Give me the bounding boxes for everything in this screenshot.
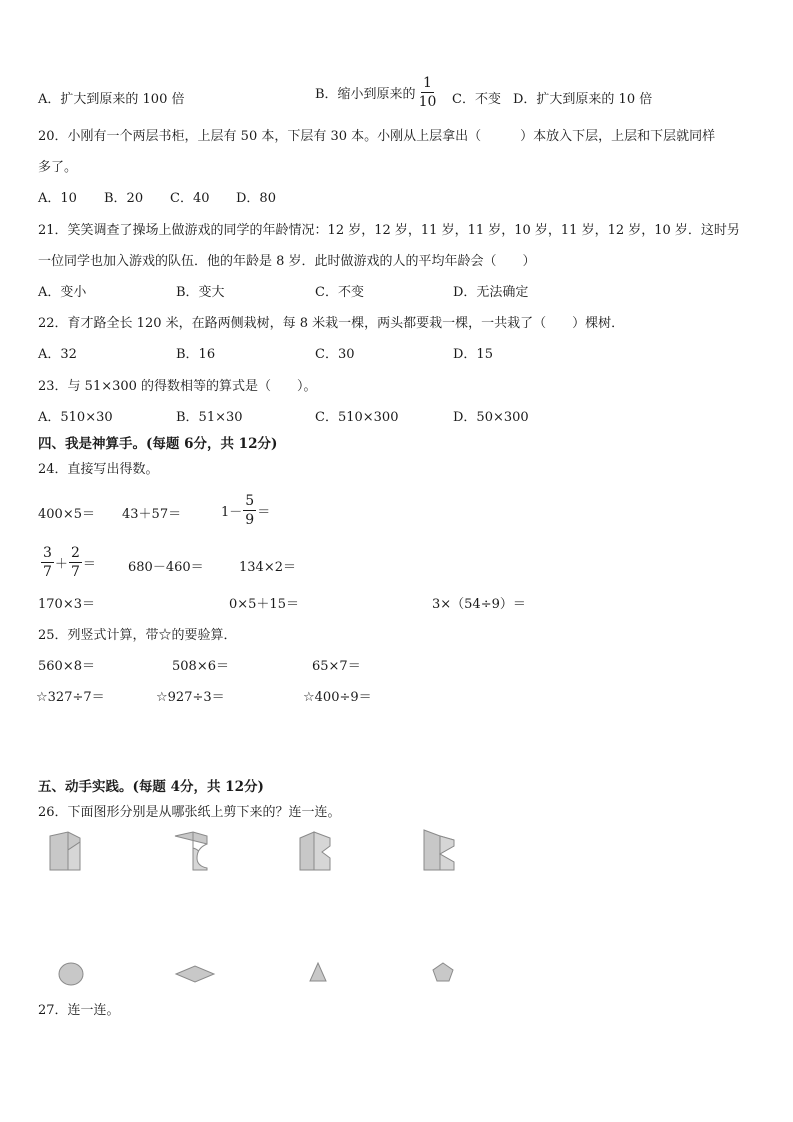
q19-option-b — [315, 76, 439, 109]
fraction-denominator: 7 — [70, 564, 80, 580]
q25-expr-4 — [36, 686, 105, 705]
q26-title: 26．下面图形分别是从哪张纸上剪下来的？连一连。 — [38, 805, 341, 820]
q21-text-line1: 21．笑笑调查了操场上做游戏的同学的年龄情况：12 岁，12 岁，11 岁，11 岁，10 岁，11 岁，12 岁，10 岁．这时另 — [38, 223, 740, 238]
q24-expr-4-fraction-1 — [41, 546, 54, 579]
q20-option-a: A．10 — [38, 191, 77, 206]
q19-option-d: D．扩大到原来的 10 倍 — [513, 92, 653, 107]
q25-expr-4-text: 327÷7＝ — [47, 690, 105, 705]
folded-paper-2-icon — [171, 828, 215, 874]
q20-option-c: C．40 — [170, 191, 210, 206]
q21-option-d: D．无法确定 — [453, 285, 529, 300]
q24-expr-5: 680－460＝ — [128, 560, 204, 575]
fraction-numerator: 2 — [70, 545, 80, 561]
q24-expr-3-fraction — [243, 494, 256, 527]
q25-expr-1: 560×8＝ — [38, 659, 95, 674]
folded-paper-1-icon — [46, 828, 86, 874]
q24-expr-8: 0×5＋15＝ — [229, 597, 299, 612]
q24-expr-3-equals: ＝ — [257, 505, 271, 520]
q24-expr-4-plus: ＋ — [54, 557, 68, 572]
q24-expr-6: 134×2＝ — [239, 560, 296, 575]
folded-paper-3-icon — [296, 828, 336, 874]
q27-title: 27．连一连。 — [38, 1003, 120, 1018]
fraction-denominator: 9 — [245, 512, 255, 528]
q22-text: 22．育才路全长 120 米，在路两侧栽树，每 8 米栽一棵，两头都要栽一棵，一共栽了（ ）棵树． — [38, 316, 625, 331]
q24-expr-9: 3×（54÷9）＝ — [432, 597, 526, 612]
q25-title: 25．列竖式计算，带☆的要验算． — [38, 628, 237, 643]
q24-expr-3 — [221, 494, 270, 527]
q23-option-c: C．510×300 — [315, 410, 399, 425]
q24-expr-1: 400×5＝ — [38, 507, 95, 522]
fraction-numerator: 1 — [423, 75, 432, 91]
q25-expr-6-text: 400÷9＝ — [314, 690, 372, 705]
q23-option-a: A．510×30 — [38, 410, 113, 425]
fraction-numerator: 3 — [43, 545, 52, 561]
section-4-title: 四、我是神算手。(每题 6分，共 12分) — [38, 436, 278, 452]
q21-option-a: A．变小 — [38, 285, 87, 300]
q25-expr-5 — [156, 686, 225, 705]
q20-option-b: B．20 — [104, 191, 144, 206]
q20-text-line2: 多了。 — [38, 160, 78, 175]
triangle-shape-icon — [307, 960, 329, 984]
q22-option-b: B．16 — [176, 347, 216, 362]
star-icon: ☆ — [36, 690, 48, 705]
q24-title: 24．直接写出得数。 — [38, 462, 159, 477]
q25-expr-6 — [303, 686, 372, 705]
rhombus-shape-icon — [174, 963, 216, 985]
q19-option-c: C．不变 — [452, 92, 501, 107]
q19-option-a: A．扩大到原来的 100 倍 — [38, 92, 185, 107]
section-5-title: 五、动手实践。(每题 4分，共 12分) — [38, 779, 264, 795]
q24-expr-4 — [40, 546, 96, 579]
q24-expr-4-equals: ＝ — [82, 557, 96, 572]
q24-expr-3-prefix: 1－ — [221, 505, 243, 520]
q20-text-line1: 20．小刚有一个两层书柜，上层有 50 本，下层有 30 本。小刚从上层拿出（ ）本放入下层，上层和下层就同样 — [38, 129, 716, 144]
q25-expr-3: 65×7＝ — [312, 659, 361, 674]
star-icon: ☆ — [156, 690, 168, 705]
q22-option-d: D．15 — [453, 347, 493, 362]
q25-expr-5-text: 927÷3＝ — [167, 690, 225, 705]
folded-paper-4-icon — [420, 826, 460, 874]
pentagon-shape-icon — [430, 960, 456, 984]
q23-text: 23．与 51×300 的得数相等的算式是（ ）。 — [38, 379, 317, 394]
q19-option-b-label: B．缩小到原来的 — [315, 87, 416, 102]
q19-option-b-fraction — [417, 76, 439, 109]
q21-option-c: C．不变 — [315, 285, 364, 300]
q21-text-line2: 一位同学也加入游戏的队伍．他的年龄是 8 岁．此时做游戏的人的平均年龄会（ ） — [38, 254, 536, 269]
circle-shape-icon — [56, 960, 86, 988]
q23-option-b: B．51×30 — [176, 410, 243, 425]
q23-option-d: D．50×300 — [453, 410, 529, 425]
q24-expr-4-fraction-2 — [69, 546, 82, 579]
fraction-numerator: 5 — [245, 493, 255, 509]
q22-option-c: C．30 — [315, 347, 355, 362]
fraction-denominator: 7 — [43, 564, 52, 580]
q24-expr-2: 43＋57＝ — [122, 507, 182, 522]
q25-expr-2: 508×6＝ — [172, 659, 229, 674]
q24-expr-7: 170×3＝ — [38, 597, 95, 612]
fraction-denominator: 10 — [418, 94, 437, 110]
q21-option-b: B．变大 — [176, 285, 225, 300]
q22-option-a: A．32 — [38, 347, 77, 362]
star-icon: ☆ — [303, 690, 315, 705]
q20-option-d: D．80 — [236, 191, 276, 206]
